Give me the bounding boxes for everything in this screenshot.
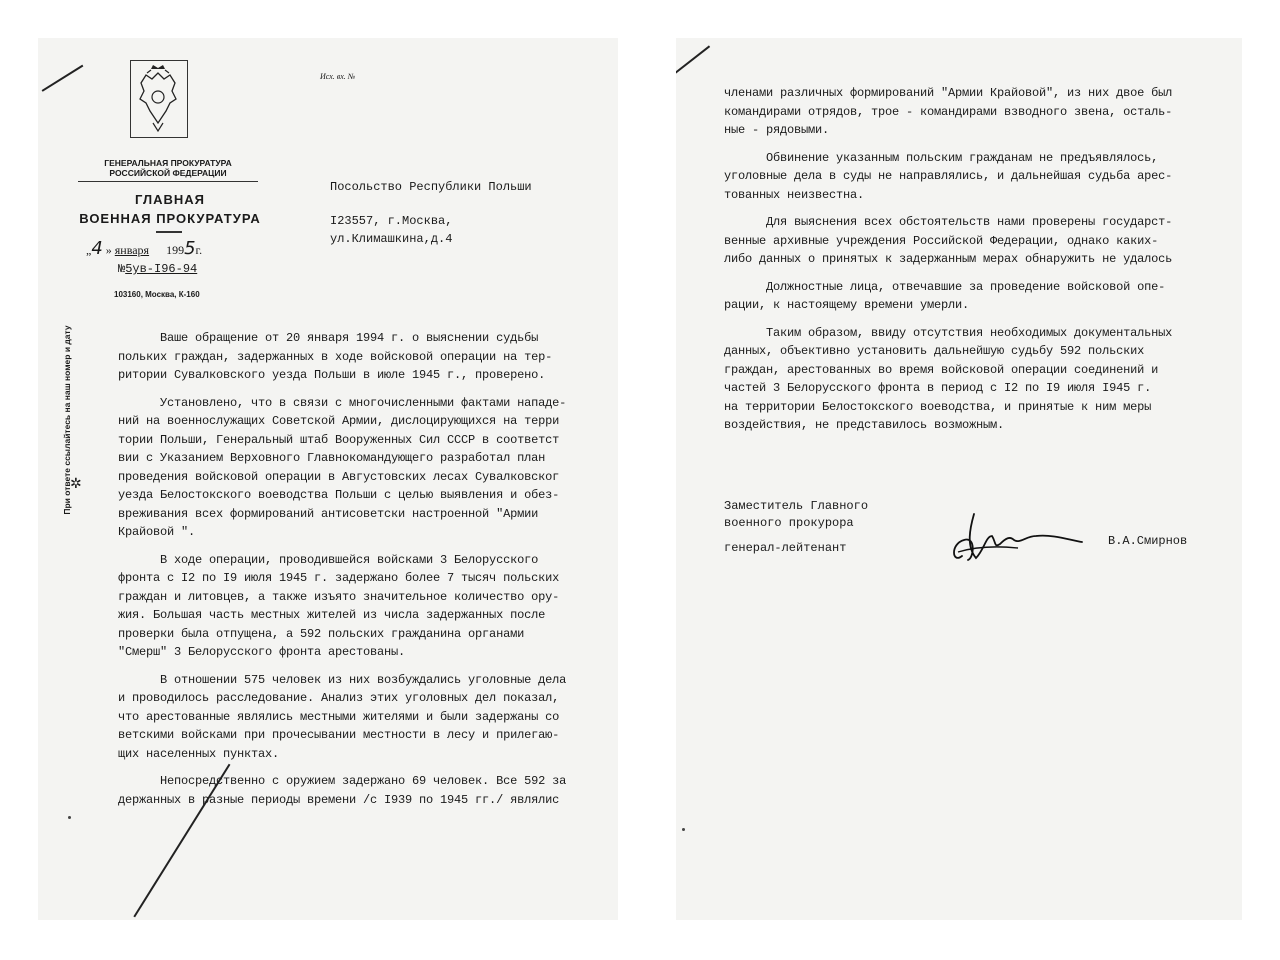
text-line: рации, к настоящему времени умерли. — [724, 298, 970, 312]
document-date: „4 » января 1995г. — [86, 238, 203, 259]
text-line: Таким образом, ввиду отсутствия необходимых документальных — [724, 325, 1173, 340]
signature-title-line: генерал-лейтенант — [724, 541, 847, 555]
divider — [156, 231, 182, 233]
text-line: вии с Указанием Верховного Главнокомандующего разработал план — [118, 451, 546, 465]
document-number — [118, 262, 197, 276]
text-line: ний на военнослужащих Советской Армии, дислоцирующихся на терри — [118, 414, 560, 428]
text-line: уезда Белостокского воеводства Польши с целью выявления и обез- — [118, 488, 560, 502]
text-line: Крайовой ". — [118, 525, 196, 539]
text-line: проведения войсковой операции в Августовских лесах Сувалковског — [118, 469, 560, 484]
date-day: 4 — [91, 238, 103, 259]
text-line: В отношении 575 человек из них возбуждались уголовные дела — [118, 672, 567, 687]
text-line: Должностные лица, отвечавшие за проведение войсковой опе- — [724, 279, 1166, 294]
signer-name: В.А.Смирнов — [1108, 534, 1188, 548]
punch-mark — [68, 816, 71, 819]
handwritten-signature — [948, 506, 1098, 576]
text-line: Обвинение указанным польским гражданам не предъявлялось, — [724, 150, 1159, 165]
text-line: фронта с I2 по I9 июля 1945 г. задержано более 7 тысяч польских — [118, 571, 560, 585]
text-line: граждан, арестованных во время войсковой операции соединений и — [724, 362, 1159, 377]
org-line: ГЕНЕРАЛЬНАЯ ПРОКУРАТУРА — [104, 158, 232, 168]
number-label: № — [118, 262, 126, 276]
recipient-block — [330, 178, 532, 248]
text-line: частей 3 Белорусского фронта в период с I2 по I9 июля I945 г. — [724, 381, 1152, 395]
text-line: ные - рядовыми. — [724, 123, 830, 137]
text-line: воздействия, не представилось возможным. — [724, 418, 1005, 432]
text-line: щих населенных пунктах. — [118, 746, 280, 761]
paragraph — [724, 278, 1242, 315]
coat-of-arms-emblem — [130, 60, 188, 138]
paragraph — [118, 551, 618, 662]
pen-stroke — [42, 65, 84, 92]
recipient-address-line: I23557, г.Москва, — [330, 214, 453, 228]
text-line: что арестованные являлись местными жителями и были задержаны со — [118, 709, 560, 724]
text-line: держанных в разные периоды времени /с I939 по 1945 гг./ являлис — [118, 792, 560, 807]
letter-body-left — [118, 329, 618, 818]
recipient-name: Посольство Республики Польши — [330, 180, 532, 194]
pen-stroke — [676, 45, 710, 77]
org-line: РОССИЙСКОЙ ФЕДЕРАЦИИ — [109, 168, 227, 178]
paragraph — [118, 394, 618, 542]
text-line: польких граждан, задержанных в ходе войсковой операции на тер- — [118, 349, 553, 364]
reference-number-label: Исх. вх. № — [320, 72, 356, 81]
recipient-address-line: ул.Климашкина,д.4 — [330, 232, 453, 246]
text-line: венные архивные учреждения Российской Федерации, однако каких- — [724, 233, 1159, 248]
text-line: на территории Белостокского воеводства, и принятые к ним меры — [724, 399, 1152, 414]
text-line: В ходе операции, проводившейся войсками 3 Белорусского — [118, 552, 539, 567]
text-line: командирами отрядов, трое - командирами взводного звена, осталь- — [724, 104, 1173, 119]
text-line: тованных неизвестна. — [724, 187, 865, 202]
punch-mark — [682, 828, 685, 831]
text-line: вреживания всех формирований антисоветски настроенной "Армии — [118, 506, 539, 521]
date-suffix: г. — [195, 243, 203, 257]
paragraph — [118, 772, 618, 809]
document-page-right — [676, 38, 1242, 920]
paragraph — [724, 149, 1242, 205]
paragraph — [724, 213, 1242, 269]
paragraph — [724, 324, 1242, 435]
text-line: проверки была отпущена, а 592 польских гражданина органами — [118, 626, 525, 641]
date-month: января — [114, 243, 150, 257]
text-line: и проводилось расследование. Анализ этих уголовных дел показал, — [118, 691, 560, 705]
text-line: членами различных формирований "Армии Крайовой", из них двое был — [724, 86, 1173, 100]
text-line: ветскими войсками при прочесывании местности в лесу и прилегаю- — [118, 728, 560, 742]
paragraph — [724, 84, 1242, 140]
letter-body-right — [724, 84, 1242, 444]
organization-name-small — [78, 158, 258, 178]
organization-name-main — [72, 190, 268, 228]
text-line: уголовные дела в суды не направлялись, и дальнейшая судьба арес- — [724, 169, 1173, 183]
date-year-suffix: 5 — [184, 238, 196, 259]
signature-title-line: Заместитель Главного — [724, 499, 869, 513]
paragraph — [118, 671, 618, 764]
text-line: жия. Большая часть местных жителей из числа задержанных после — [118, 608, 546, 622]
paragraph — [118, 329, 618, 385]
divider — [78, 181, 258, 182]
text-line: Установлено, что в связи с многочисленными фактами нападе- — [118, 395, 567, 410]
text-line: Непосредственно с оружием задержано 69 человек. Все 592 за — [118, 774, 567, 788]
text-line: тории Польши, Генеральный штаб Вооруженных Сил СССР в соответст — [118, 432, 560, 447]
text-line: ритории Сувалковского уезда Польши в июле 1945 г., проверено. — [118, 368, 546, 382]
text-line: граждан и литовцев, а также изъято значительное количество ору- — [118, 589, 560, 604]
side-note-text: При ответе ссылайтесь на наш номер и дату — [62, 325, 72, 515]
org-line: ВОЕННАЯ ПРОКУРАТУРА — [79, 211, 261, 226]
date-year: 199 — [166, 243, 185, 257]
signature-title-block — [724, 498, 868, 557]
number-value: 5ув-I96-94 — [125, 262, 198, 276]
org-line: ГЛАВНАЯ — [134, 192, 206, 207]
text-line: "Смерш" 3 Белорусского фронта арестованы. — [118, 645, 406, 659]
document-page-left — [38, 38, 618, 920]
star-icon: ✲ — [70, 476, 82, 492]
sender-address: 103160, Москва, К-160 — [114, 290, 200, 299]
signature-title-line: военного прокурора — [724, 516, 854, 530]
text-line: либо данных о принятых к задержанным мерах обнаружить не удалось — [724, 252, 1173, 266]
text-line: Для выяснения всех обстоятельств нами проверены государст- — [724, 215, 1173, 229]
text-line: данных, объективно установить дальнейшую судьбу 592 польских — [724, 344, 1145, 358]
text-line: Ваше обращение от 20 января 1994 г. о выяснении судьбы — [118, 331, 539, 345]
